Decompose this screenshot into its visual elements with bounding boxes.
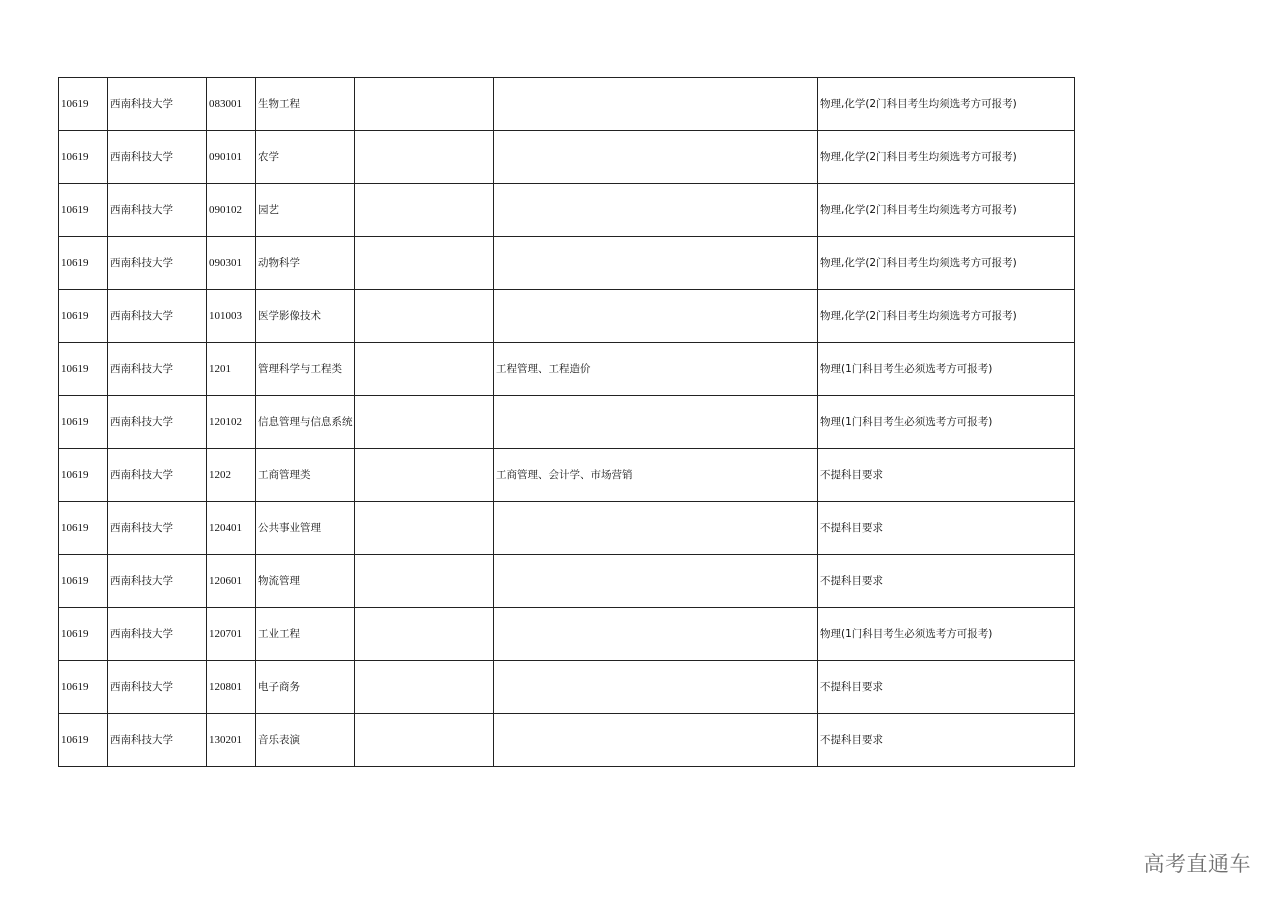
major-name-cell: 音乐表演	[256, 714, 355, 767]
major-name-cell: 物流管理	[256, 555, 355, 608]
blank-cell	[355, 608, 494, 661]
blank-cell	[355, 184, 494, 237]
school-code-cell: 10619	[59, 78, 108, 131]
included-majors-cell: 工商管理、会计学、市场营销	[494, 449, 818, 502]
watermark: 高考直通车	[1143, 852, 1251, 876]
school-code-cell: 10619	[59, 661, 108, 714]
admission-requirements-table	[58, 77, 1075, 767]
major-code-cell: 101003	[207, 290, 256, 343]
included-majors-cell	[494, 290, 818, 343]
included-majors-cell	[494, 714, 818, 767]
blank-cell	[355, 661, 494, 714]
school-name-cell: 西南科技大学	[108, 237, 207, 290]
school-name-cell: 西南科技大学	[108, 290, 207, 343]
major-code-cell: 083001	[207, 78, 256, 131]
major-name-cell: 电子商务	[256, 661, 355, 714]
school-code-cell: 10619	[59, 608, 108, 661]
school-name-cell: 西南科技大学	[108, 661, 207, 714]
major-name-cell: 医学影像技术	[256, 290, 355, 343]
school-code-cell: 10619	[59, 343, 108, 396]
blank-cell	[355, 131, 494, 184]
included-majors-cell	[494, 608, 818, 661]
table-body	[59, 78, 1075, 767]
blank-cell	[355, 78, 494, 131]
school-code-cell: 10619	[59, 396, 108, 449]
subject-requirement-cell: 物理(1门科目考生必须选考方可报考)	[818, 343, 1075, 396]
major-name-cell: 工业工程	[256, 608, 355, 661]
major-code-cell: 090301	[207, 237, 256, 290]
major-name-cell: 信息管理与信息系统	[256, 396, 355, 449]
major-name-cell: 公共事业管理	[256, 502, 355, 555]
major-name-cell: 动物科学	[256, 237, 355, 290]
major-code-cell: 130201	[207, 714, 256, 767]
school-code-cell: 10619	[59, 714, 108, 767]
major-name-cell: 生物工程	[256, 78, 355, 131]
included-majors-cell	[494, 131, 818, 184]
major-code-cell: 120701	[207, 608, 256, 661]
subject-requirement-cell: 物理,化学(2门科目考生均须选考方可报考)	[818, 78, 1075, 131]
major-code-cell: 120401	[207, 502, 256, 555]
major-code-cell: 1201	[207, 343, 256, 396]
major-code-cell: 120102	[207, 396, 256, 449]
major-code-cell: 120801	[207, 661, 256, 714]
included-majors-cell	[494, 184, 818, 237]
major-name-cell: 管理科学与工程类	[256, 343, 355, 396]
school-name-cell: 西南科技大学	[108, 714, 207, 767]
blank-cell	[355, 555, 494, 608]
table-row	[59, 449, 1075, 502]
subject-requirement-cell: 物理,化学(2门科目考生均须选考方可报考)	[818, 184, 1075, 237]
school-name-cell: 西南科技大学	[108, 555, 207, 608]
school-code-cell: 10619	[59, 449, 108, 502]
blank-cell	[355, 714, 494, 767]
blank-cell	[355, 237, 494, 290]
school-code-cell: 10619	[59, 184, 108, 237]
school-name-cell: 西南科技大学	[108, 343, 207, 396]
major-code-cell: 120601	[207, 555, 256, 608]
table-row	[59, 290, 1075, 343]
included-majors-cell	[494, 237, 818, 290]
school-name-cell: 西南科技大学	[108, 502, 207, 555]
blank-cell	[355, 290, 494, 343]
school-code-cell: 10619	[59, 290, 108, 343]
blank-cell	[355, 449, 494, 502]
school-name-cell: 西南科技大学	[108, 184, 207, 237]
school-name-cell: 西南科技大学	[108, 449, 207, 502]
school-name-cell: 西南科技大学	[108, 78, 207, 131]
included-majors-cell: 工程管理、工程造价	[494, 343, 818, 396]
subject-requirement-cell: 物理,化学(2门科目考生均须选考方可报考)	[818, 290, 1075, 343]
major-code-cell: 090102	[207, 184, 256, 237]
subject-requirement-cell: 不提科目要求	[818, 714, 1075, 767]
blank-cell	[355, 396, 494, 449]
major-name-cell: 农学	[256, 131, 355, 184]
school-name-cell: 西南科技大学	[108, 131, 207, 184]
blank-cell	[355, 343, 494, 396]
major-code-cell: 090101	[207, 131, 256, 184]
major-name-cell: 工商管理类	[256, 449, 355, 502]
school-code-cell: 10619	[59, 237, 108, 290]
subject-requirement-cell: 物理,化学(2门科目考生均须选考方可报考)	[818, 237, 1075, 290]
table-row	[59, 237, 1075, 290]
subject-requirement-cell: 物理(1门科目考生必须选考方可报考)	[818, 608, 1075, 661]
table-row	[59, 608, 1075, 661]
school-code-cell: 10619	[59, 131, 108, 184]
included-majors-cell	[494, 396, 818, 449]
table-row	[59, 184, 1075, 237]
school-code-cell: 10619	[59, 555, 108, 608]
subject-requirement-cell: 不提科目要求	[818, 502, 1075, 555]
table-row	[59, 661, 1075, 714]
included-majors-cell	[494, 555, 818, 608]
table-row	[59, 78, 1075, 131]
table-row	[59, 502, 1075, 555]
school-name-cell: 西南科技大学	[108, 608, 207, 661]
school-name-cell: 西南科技大学	[108, 396, 207, 449]
table-row	[59, 343, 1075, 396]
blank-cell	[355, 502, 494, 555]
table-row	[59, 714, 1075, 767]
subject-requirement-cell: 不提科目要求	[818, 449, 1075, 502]
included-majors-cell	[494, 78, 818, 131]
table-row	[59, 396, 1075, 449]
major-code-cell: 1202	[207, 449, 256, 502]
table-row	[59, 555, 1075, 608]
subject-requirement-cell: 不提科目要求	[818, 661, 1075, 714]
subject-requirement-cell: 不提科目要求	[818, 555, 1075, 608]
subject-requirement-cell: 物理,化学(2门科目考生均须选考方可报考)	[818, 131, 1075, 184]
major-name-cell: 园艺	[256, 184, 355, 237]
school-code-cell: 10619	[59, 502, 108, 555]
table-row	[59, 131, 1075, 184]
included-majors-cell	[494, 661, 818, 714]
subject-requirement-cell: 物理(1门科目考生必须选考方可报考)	[818, 396, 1075, 449]
included-majors-cell	[494, 502, 818, 555]
